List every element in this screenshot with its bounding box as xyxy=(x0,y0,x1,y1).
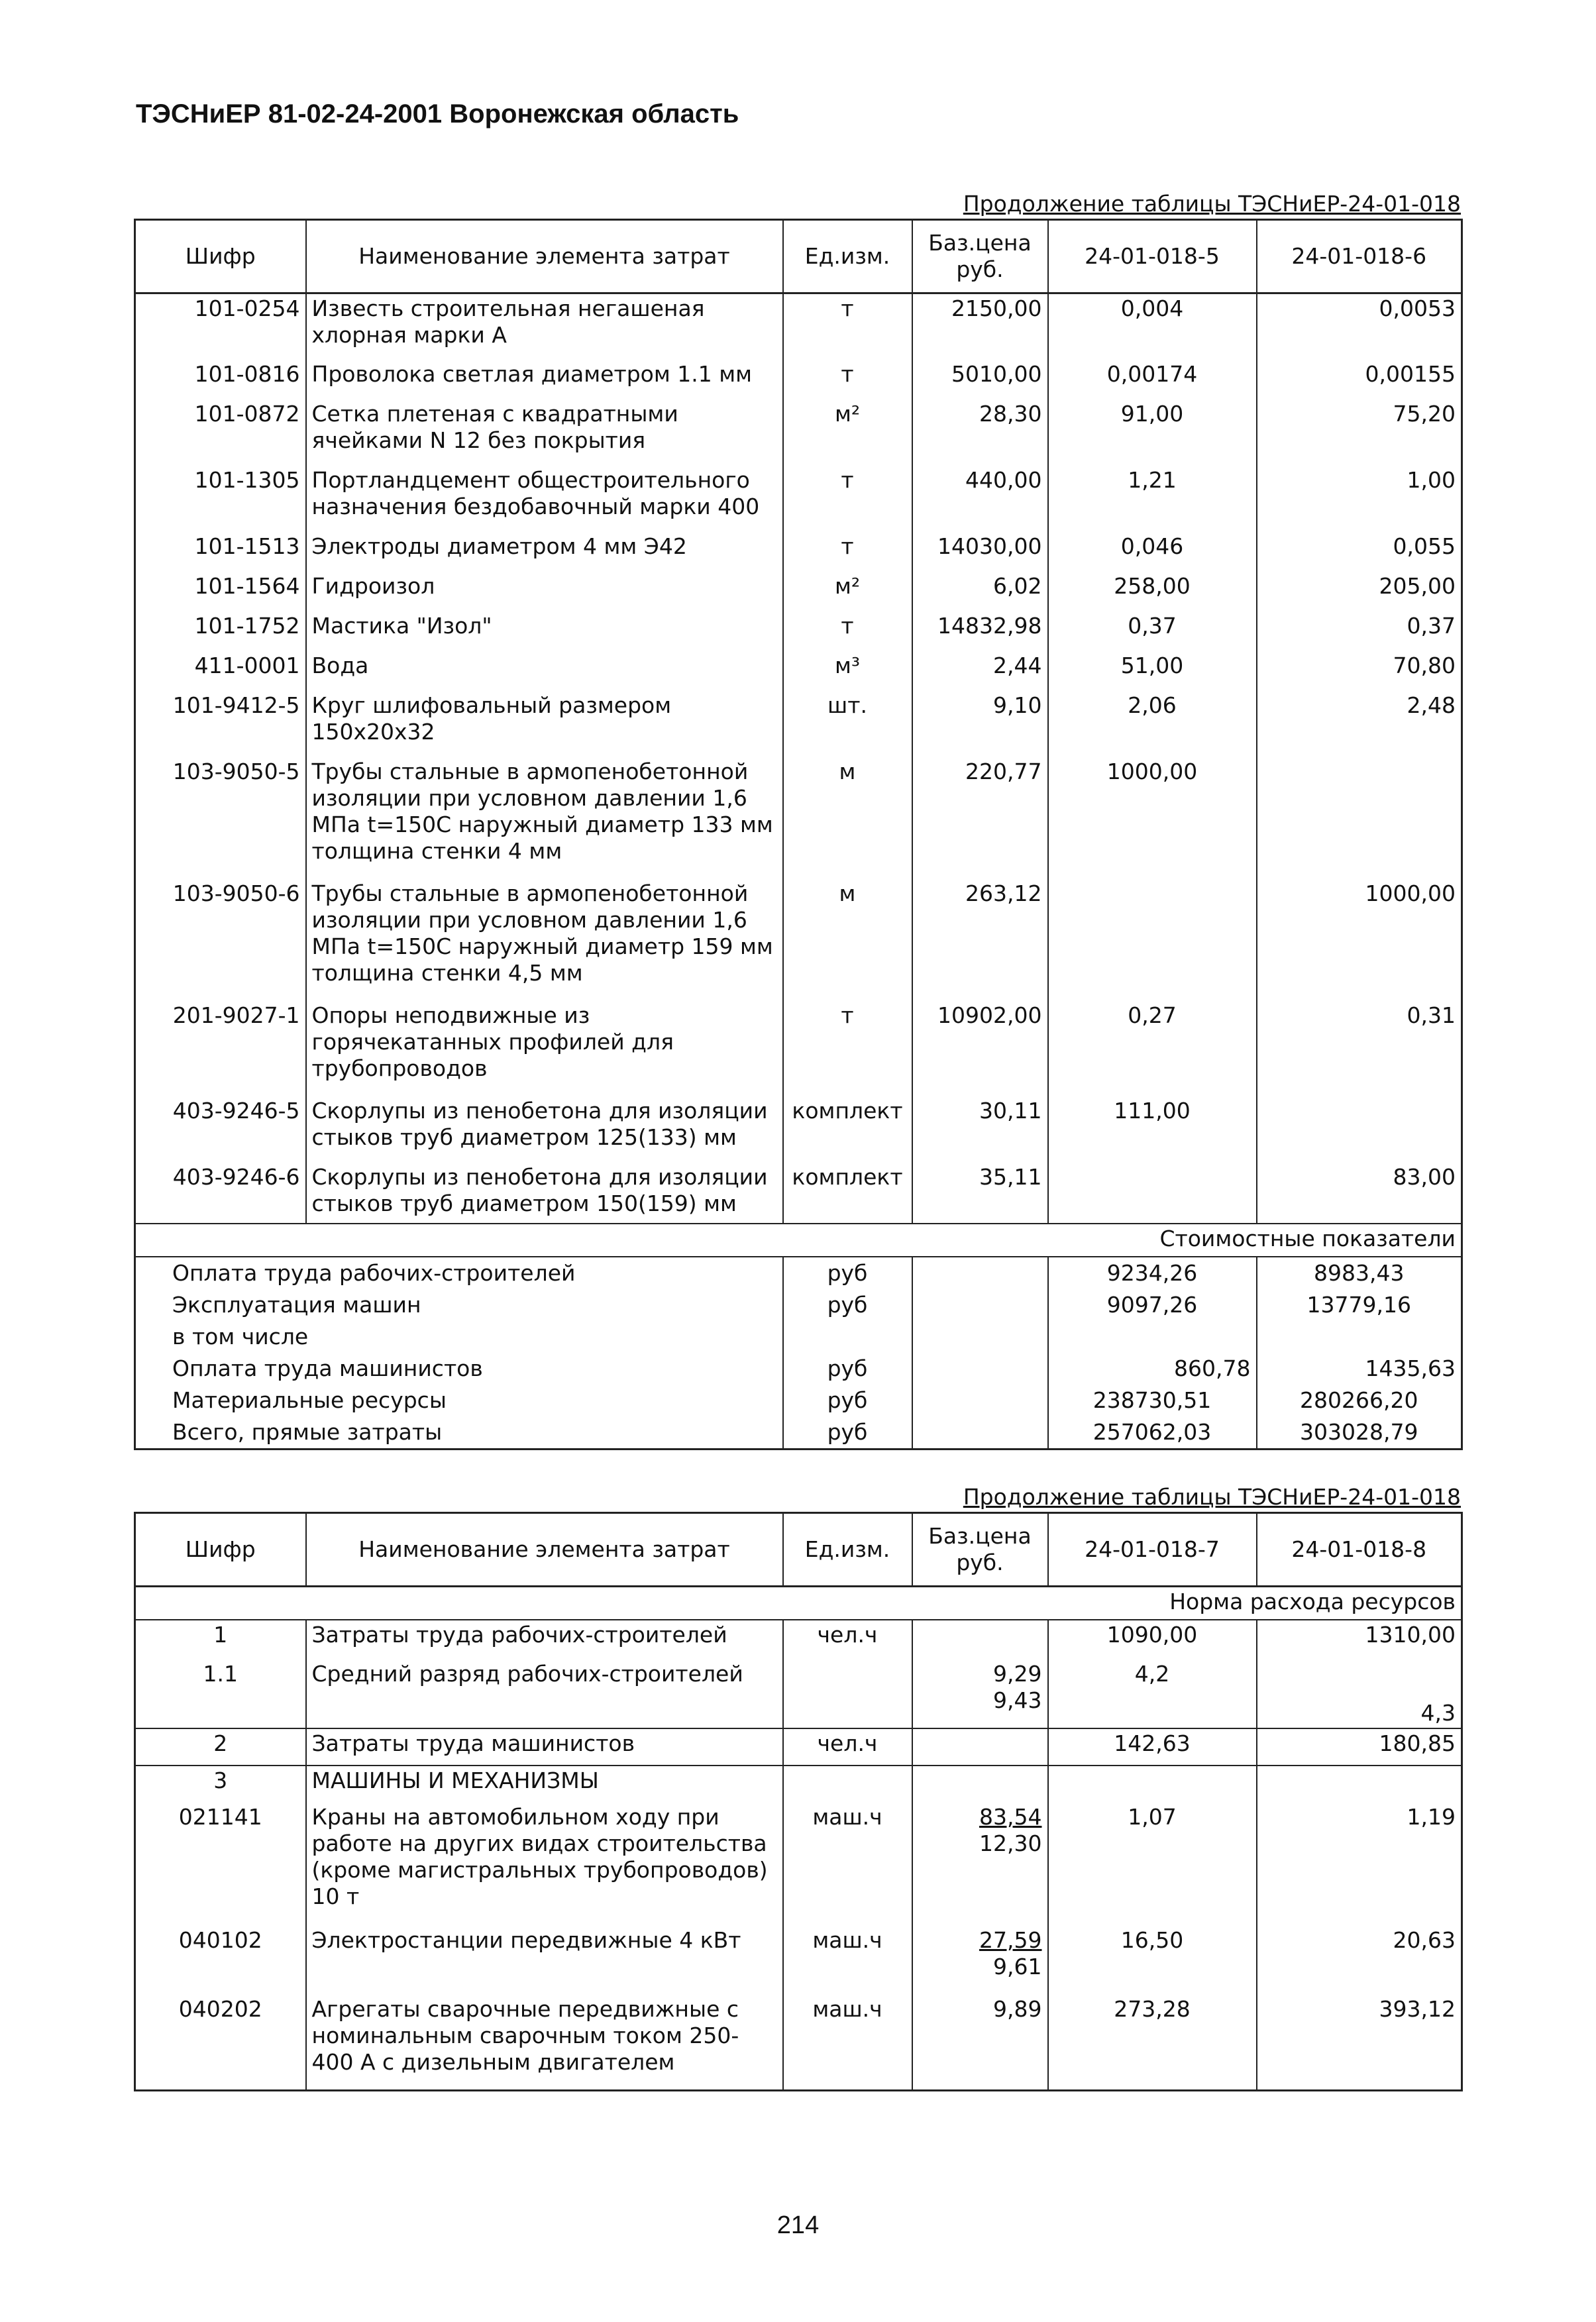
document-title: ТЭСНиЕР 81-02-24-2001 Воронежская область xyxy=(136,99,739,129)
row-name: Трубы стальные в армопенобетонной изоляции при условном давлении 1,6 МПа t=150С наружный диаметр 159 мм толщина стенки 4,5 мм xyxy=(306,879,783,1001)
row-norm-7: 1090,00 xyxy=(1048,1620,1257,1660)
table-row xyxy=(135,611,1462,651)
row-price: 6,02 xyxy=(912,572,1048,611)
resource-norm-label: Норма расхода ресурсов xyxy=(135,1587,1462,1620)
row-unit: т xyxy=(783,611,912,651)
summary-empty xyxy=(912,1353,1048,1385)
row-code: 101-1564 xyxy=(135,572,306,611)
row-price xyxy=(912,1728,1048,1766)
row-norm-6: 0,31 xyxy=(1257,1001,1462,1096)
table-row xyxy=(135,1001,1462,1096)
row-name: Агрегаты сварочные передвижные с номинальным сварочным током 250-400 А с дизельным двигателем xyxy=(306,1995,783,2090)
row-code: 403-9246-5 xyxy=(135,1096,306,1163)
row-norm-8: 1310,00 xyxy=(1257,1620,1462,1660)
summary-label: Материальные ресурсы xyxy=(172,1387,447,1413)
row-price xyxy=(912,1926,1048,1995)
row-norm-7 xyxy=(1048,1766,1257,1803)
row-code: 040102 xyxy=(135,1926,306,1995)
table1-caption xyxy=(729,191,1461,217)
page-number: 214 xyxy=(776,2211,820,2239)
row-norm-5: 1,21 xyxy=(1048,466,1257,532)
row-norm-5 xyxy=(1048,1163,1257,1224)
summary-value-5: 238730,51 xyxy=(1048,1385,1257,1416)
row-code: 101-1305 xyxy=(135,466,306,532)
table-row xyxy=(135,1096,1462,1163)
table-row xyxy=(135,757,1462,879)
col-header-norm-6: 24-01-018-6 xyxy=(1257,220,1462,293)
table2-caption xyxy=(729,1484,1461,1510)
row-name: Известь строительная негашеная хлорная марки А xyxy=(306,293,783,360)
row-code: 101-0872 xyxy=(135,399,306,466)
table-row xyxy=(135,1728,1462,1766)
row-norm-7: 16,50 xyxy=(1048,1926,1257,1995)
row-price xyxy=(912,1803,1048,1926)
row-code: 2 xyxy=(135,1728,306,1766)
row-price: 28,30 xyxy=(912,399,1048,466)
table-row xyxy=(135,1620,1462,1660)
row-norm-5 xyxy=(1048,879,1257,1001)
summary-unit: руб xyxy=(783,1289,912,1321)
row-price-line1: 27,59 xyxy=(979,1927,1042,1953)
row-name: Трубы стальные в армопенобетонной изоляции при условном давлении 1,6 МПа t=150С наружный диаметр 133 мм толщина стенки 4 мм xyxy=(306,757,783,879)
row-price-line1: 9,29 xyxy=(993,1661,1042,1687)
row-name: Портландцемент общестроительного назначения бездобавочный марки 400 xyxy=(306,466,783,532)
row-norm-8: 20,63 xyxy=(1257,1926,1462,1995)
table1-header-row xyxy=(135,220,1462,293)
summary-unit: руб xyxy=(783,1257,912,1289)
summary-label: Всего, прямые затраты xyxy=(172,1418,443,1445)
table-row xyxy=(135,1995,1462,2090)
row-norm-6 xyxy=(1257,757,1462,879)
summary-row xyxy=(135,1353,1462,1385)
col-header-name: Наименование элемента затрат xyxy=(306,1513,783,1587)
summary-value-6: 13779,16 xyxy=(1257,1289,1462,1321)
summary-unit: руб xyxy=(783,1416,912,1450)
summary-empty xyxy=(912,1385,1048,1416)
row-name: Краны на автомобильном ходу при работе на других видах строительства (кроме магистральных трубопроводов) 10 т xyxy=(306,1803,783,1926)
row-code: 103-9050-6 xyxy=(135,879,306,1001)
row-name: Сетка плетеная с квадратными ячейками N 12 без покрытия xyxy=(306,399,783,466)
row-price xyxy=(912,1620,1048,1660)
table-row xyxy=(135,1926,1462,1995)
col-header-code: Шифр xyxy=(135,1513,306,1587)
row-price-line2: 12,30 xyxy=(979,1830,1042,1856)
row-unit: комплект xyxy=(783,1163,912,1224)
summary-unit: руб xyxy=(783,1385,912,1416)
summary-empty xyxy=(912,1289,1048,1321)
cost-indicators-label: Стоимостные показатели xyxy=(135,1224,1462,1257)
row-price: 5010,00 xyxy=(912,360,1048,399)
row-norm-5: 111,00 xyxy=(1048,1096,1257,1163)
summary-row xyxy=(135,1289,1462,1321)
row-norm-5: 0,00174 xyxy=(1048,360,1257,399)
row-price: 263,12 xyxy=(912,879,1048,1001)
row-price xyxy=(912,1660,1048,1728)
row-unit: маш.ч xyxy=(783,1803,912,1926)
row-unit: маш.ч xyxy=(783,1926,912,1995)
table-row xyxy=(135,399,1462,466)
row-name: Вода xyxy=(306,651,783,691)
row-price: 220,77 xyxy=(912,757,1048,879)
row-name: Скорлупы из пенобетона для изоляции стыков труб диаметром 150(159) мм xyxy=(306,1163,783,1224)
row-unit: т xyxy=(783,1001,912,1096)
row-price: 2150,00 xyxy=(912,293,1048,360)
cost-indicators-band xyxy=(135,1224,1462,1257)
row-unit: т xyxy=(783,532,912,572)
row-price: 9,10 xyxy=(912,691,1048,757)
row-norm-6 xyxy=(1257,1096,1462,1163)
table-row xyxy=(135,466,1462,532)
summary-value-5: 9234,26 xyxy=(1048,1257,1257,1289)
col-header-price: Баз.цена руб. xyxy=(912,1513,1048,1587)
table-row xyxy=(135,532,1462,572)
row-unit: чел.ч xyxy=(783,1620,912,1660)
summary-value-5: 257062,03 xyxy=(1048,1416,1257,1450)
summary-label: Эксплуатация машин xyxy=(172,1291,421,1318)
row-unit: т xyxy=(783,360,912,399)
resource-table-1 xyxy=(134,219,1463,1450)
table-row xyxy=(135,879,1462,1001)
summary-row xyxy=(135,1385,1462,1416)
summary-label: Оплата труда машинистов xyxy=(172,1355,483,1381)
row-name: Затраты труда машинистов xyxy=(306,1728,783,1766)
row-norm-6: 2,48 xyxy=(1257,691,1462,757)
resource-table-2 xyxy=(134,1512,1463,2091)
row-price: 440,00 xyxy=(912,466,1048,532)
row-norm-7: 142,63 xyxy=(1048,1728,1257,1766)
row-unit: т xyxy=(783,466,912,532)
table-row xyxy=(135,293,1462,360)
row-price: 10902,00 xyxy=(912,1001,1048,1096)
row-unit: чел.ч xyxy=(783,1728,912,1766)
summary-value-5 xyxy=(1048,1321,1257,1353)
row-price xyxy=(912,1766,1048,1803)
row-price: 9,89 xyxy=(912,1995,1048,2090)
row-norm-6: 83,00 xyxy=(1257,1163,1462,1224)
row-code: 101-1513 xyxy=(135,532,306,572)
table-row xyxy=(135,691,1462,757)
row-code: 1.1 xyxy=(135,1660,306,1728)
table-row xyxy=(135,1803,1462,1926)
col-header-unit: Ед.изм. xyxy=(783,1513,912,1587)
summary-value-6 xyxy=(1257,1321,1462,1353)
summary-row xyxy=(135,1416,1462,1450)
row-name: Скорлупы из пенобетона для изоляции стыков труб диаметром 125(133) мм xyxy=(306,1096,783,1163)
row-unit xyxy=(783,1660,912,1728)
summary-value-6: 1435,63 xyxy=(1257,1353,1462,1385)
summary-value-6: 280266,20 xyxy=(1257,1385,1462,1416)
row-name: Затраты труда рабочих-строителей xyxy=(306,1620,783,1660)
row-price: 30,11 xyxy=(912,1096,1048,1163)
table2-caption-text: Продолжение таблицы ТЭСНиЕР-24-01-018 xyxy=(963,1484,1461,1510)
row-name: Электростанции передвижные 4 кВт xyxy=(306,1926,783,1995)
summary-empty xyxy=(912,1416,1048,1450)
table-row xyxy=(135,1163,1462,1224)
summary-row xyxy=(135,1321,1462,1353)
row-norm-6: 1,00 xyxy=(1257,466,1462,532)
col-header-unit: Ед.изм. xyxy=(783,220,912,293)
table2-body xyxy=(135,1587,1462,2091)
row-unit: т xyxy=(783,293,912,360)
row-norm-6: 0,00155 xyxy=(1257,360,1462,399)
table-row xyxy=(135,572,1462,611)
row-code: 411-0001 xyxy=(135,651,306,691)
col-header-norm-7: 24-01-018-7 xyxy=(1048,1513,1257,1587)
row-price-line2: 9,61 xyxy=(993,1954,1042,1979)
row-code: 3 xyxy=(135,1766,306,1803)
table1-caption-text: Продолжение таблицы ТЭСНиЕР-24-01-018 xyxy=(963,191,1461,217)
row-code: 103-9050-5 xyxy=(135,757,306,879)
row-code: 101-0254 xyxy=(135,293,306,360)
summary-value-5: 9097,26 xyxy=(1048,1289,1257,1321)
row-name: Круг шлифовальный размером 150x20x32 xyxy=(306,691,783,757)
row-unit: комплект xyxy=(783,1096,912,1163)
row-norm-6: 205,00 xyxy=(1257,572,1462,611)
row-norm-5: 0,37 xyxy=(1048,611,1257,651)
col-header-norm-5: 24-01-018-5 xyxy=(1048,220,1257,293)
summary-label: в том числе xyxy=(172,1323,309,1349)
summary-empty xyxy=(912,1257,1048,1289)
table-row xyxy=(135,360,1462,399)
row-price: 2,44 xyxy=(912,651,1048,691)
row-norm-7: 273,28 xyxy=(1048,1995,1257,2090)
row-unit: м xyxy=(783,879,912,1001)
row-code: 201-9027-1 xyxy=(135,1001,306,1096)
row-name: Гидроизол xyxy=(306,572,783,611)
row-norm-8: 393,12 xyxy=(1257,1995,1462,2090)
row-norm-5: 2,06 xyxy=(1048,691,1257,757)
row-norm-5: 0,046 xyxy=(1048,532,1257,572)
resource-norm-band xyxy=(135,1587,1462,1620)
summary-unit xyxy=(783,1321,912,1353)
row-norm-7: 4,2 xyxy=(1048,1660,1257,1728)
row-unit: м xyxy=(783,757,912,879)
table-row xyxy=(135,1660,1462,1728)
row-name: Мастика "Изол" xyxy=(306,611,783,651)
col-header-price: Баз.цена руб. xyxy=(912,220,1048,293)
row-unit: м² xyxy=(783,399,912,466)
row-code: 1 xyxy=(135,1620,306,1660)
row-code: 021141 xyxy=(135,1803,306,1926)
table1-body xyxy=(135,293,1462,1450)
col-header-norm-8: 24-01-018-8 xyxy=(1257,1513,1462,1587)
row-price: 35,11 xyxy=(912,1163,1048,1224)
summary-value-6: 303028,79 xyxy=(1257,1416,1462,1450)
row-norm-8: 1,19 xyxy=(1257,1803,1462,1926)
summary-value-6: 8983,43 xyxy=(1257,1257,1462,1289)
summary-unit: руб xyxy=(783,1353,912,1385)
row-code: 101-9412-5 xyxy=(135,691,306,757)
summary-row xyxy=(135,1257,1462,1289)
summary-value-5: 860,78 xyxy=(1048,1353,1257,1385)
summary-empty xyxy=(912,1321,1048,1353)
row-price-line2: 9,43 xyxy=(993,1687,1042,1713)
row-name: Электроды диаметром 4 мм Э42 xyxy=(306,532,783,572)
row-code: 101-0816 xyxy=(135,360,306,399)
row-unit: м² xyxy=(783,572,912,611)
table-row xyxy=(135,1766,1462,1803)
row-norm-8 xyxy=(1257,1766,1462,1803)
row-name: Опоры неподвижные из горячекатанных профилей для трубопроводов xyxy=(306,1001,783,1096)
row-norm-7: 1,07 xyxy=(1048,1803,1257,1926)
row-norm-5: 0,27 xyxy=(1048,1001,1257,1096)
row-norm-6: 0,0053 xyxy=(1257,293,1462,360)
row-code: 101-1752 xyxy=(135,611,306,651)
row-norm-5: 0,004 xyxy=(1048,293,1257,360)
col-header-code: Шифр xyxy=(135,220,306,293)
table2-header-row xyxy=(135,1513,1462,1587)
row-code: 403-9246-6 xyxy=(135,1163,306,1224)
row-norm-6: 75,20 xyxy=(1257,399,1462,466)
row-code: 040202 xyxy=(135,1995,306,2090)
summary-label: Оплата труда рабочих-строителей xyxy=(172,1259,576,1286)
row-price: 14832,98 xyxy=(912,611,1048,651)
row-norm-6: 0,37 xyxy=(1257,611,1462,651)
row-unit: маш.ч xyxy=(783,1995,912,2090)
row-unit: м³ xyxy=(783,651,912,691)
row-norm-8: 4,3 xyxy=(1257,1660,1462,1728)
col-header-name: Наименование элемента затрат xyxy=(306,220,783,293)
row-price: 14030,00 xyxy=(912,532,1048,572)
row-norm-5: 1000,00 xyxy=(1048,757,1257,879)
row-unit: шт. xyxy=(783,691,912,757)
table-row xyxy=(135,651,1462,691)
row-norm-5: 258,00 xyxy=(1048,572,1257,611)
row-norm-6: 1000,00 xyxy=(1257,879,1462,1001)
row-name: МАШИНЫ И МЕХАНИЗМЫ xyxy=(306,1766,783,1803)
row-norm-6: 0,055 xyxy=(1257,532,1462,572)
row-norm-5: 51,00 xyxy=(1048,651,1257,691)
row-name: Проволока светлая диаметром 1.1 мм xyxy=(306,360,783,399)
row-norm-6: 70,80 xyxy=(1257,651,1462,691)
row-price-line1: 83,54 xyxy=(979,1804,1042,1830)
row-name: Средний разряд рабочих-строителей xyxy=(306,1660,783,1728)
row-unit xyxy=(783,1766,912,1803)
row-norm-8: 180,85 xyxy=(1257,1728,1462,1766)
row-norm-5: 91,00 xyxy=(1048,399,1257,466)
